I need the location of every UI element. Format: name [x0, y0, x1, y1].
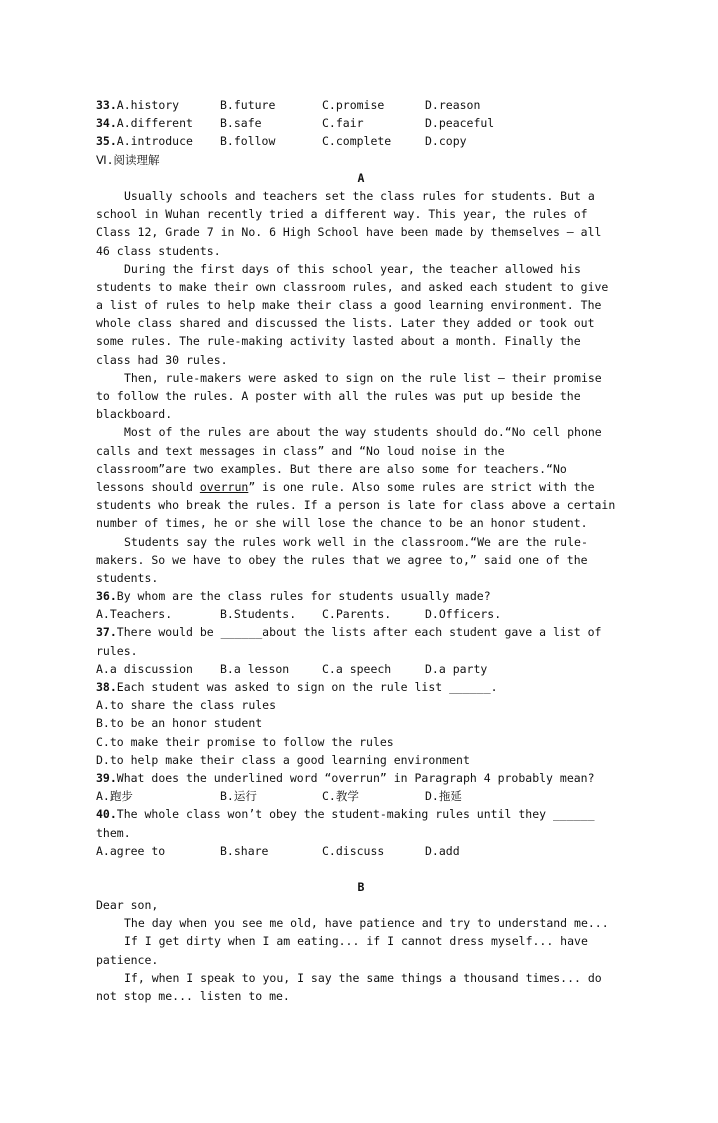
passage-a-label: A [357, 170, 365, 185]
passage-line: makers. So we have to obey the rules that we agree to,” said one of the [96, 552, 588, 567]
passage-line: If, when I speak to you, I say the same things a thousand times... do [124, 970, 602, 985]
option-a: A.Teachers. [96, 607, 173, 622]
options-row-40 [96, 842, 626, 860]
option-a: A.different [116, 116, 193, 131]
question-number: 36. [96, 589, 117, 604]
question-number: 39. [96, 770, 117, 785]
option-c: C.complete [322, 134, 392, 149]
passage-line: blackboard. [96, 407, 173, 422]
question-number: 40. [96, 807, 117, 822]
passage-line: Class 12, Grade 7 in No. 6 High School have been made by themselves — all [96, 225, 602, 240]
question-36 [96, 587, 626, 605]
question-text-cont: rules. [96, 643, 138, 658]
section-title: Ⅵ.阅读理解 [96, 152, 160, 167]
passage-line: Then, rule-makers were asked to sign on the rule list — their promise [124, 370, 602, 385]
question-39 [96, 769, 626, 787]
question-text: There would be ______about the lists after each student gave a list of [116, 625, 602, 640]
option-d: D.add [425, 843, 460, 858]
question-40 [96, 805, 626, 823]
passage-text: lessons should [96, 479, 200, 494]
document-body [96, 96, 626, 1005]
passage-line: Most of the rules are about the way students should do.“No cell phone [124, 425, 602, 440]
passage-line: students. [96, 570, 159, 585]
option-a: A.history [116, 98, 180, 112]
passage-line: Students say the rules work well in the classroom.“We are the rule- [124, 534, 588, 549]
option-b: B.follow [220, 134, 276, 149]
option-c: C.a speech [322, 661, 392, 676]
option-c: C.discuss [322, 843, 385, 858]
option-b: B.运行 [220, 789, 257, 804]
passage-line: students who break the rules. If a person is late for class above a certain [96, 498, 616, 513]
option-b: B.share [220, 843, 269, 858]
option-d: D.reason [425, 98, 481, 112]
passage-line: If I get dirty when I am eating... if I cannot dress myself... have [124, 934, 588, 949]
passage-line: not stop me... listen to me. [96, 989, 290, 1003]
question-text: What does the underlined word “overrun” in Paragraph 4 probably mean? [116, 770, 595, 785]
passage-b-label: B [357, 879, 365, 894]
option-c: C.fair [322, 116, 364, 131]
passage-line: school in Wuhan recently tried a different way. This year, the rules of [96, 207, 588, 222]
passage-line-overrun [96, 478, 626, 496]
passage-line: 46 class students. [96, 243, 221, 258]
options-row-36 [96, 605, 626, 623]
options-row-35 [96, 132, 626, 150]
option-d: D.copy [425, 134, 467, 149]
section-gap [96, 860, 626, 878]
question-text: By whom are the class rules for students usually made? [116, 589, 491, 604]
option-b: B.safe [220, 116, 262, 131]
option-c: C.教学 [322, 789, 359, 804]
options-row-34 [96, 114, 626, 132]
option-d: D.peaceful [425, 116, 495, 131]
passage-line: whole class shared and discussed the lists. Later they added or took out [96, 316, 595, 331]
question-number: 37. [96, 625, 117, 640]
passage-line: some rules. The rule-making activity lasted about a month. Finally the [96, 334, 581, 349]
question-38 [96, 678, 626, 696]
option-a: A.introduce [116, 134, 193, 149]
options-row-33 [96, 96, 626, 114]
option-a: A.a discussion [96, 661, 193, 676]
passage-line: calls and text messages in class” and “No loud noise in the [96, 443, 505, 458]
option-a: A.to share the class rules [96, 698, 277, 713]
option-c: C.to make their promise to follow the rules [96, 734, 394, 749]
option-a: A.agree to [96, 843, 166, 858]
passage-line: During the first days of this school year, the teacher allowed his [124, 261, 581, 276]
options-row-39 [96, 787, 626, 805]
question-text: Each student was asked to sign on the rule list ______. [116, 680, 498, 694]
passage-line: The day when you see me old, have patience and try to understand me... [124, 916, 609, 931]
letter-greeting: Dear son, [96, 898, 159, 913]
option-b: B.a lesson [220, 661, 290, 676]
option-a: A.跑步 [96, 789, 133, 804]
question-37 [96, 623, 626, 641]
passage-line: Usually schools and teachers set the class rules for students. But a [124, 188, 595, 203]
question-number: 33. [96, 98, 117, 112]
option-c: C.Parents. [322, 607, 392, 622]
passage-line: classroom”are two examples. But there are also some for teachers.“No [96, 461, 567, 476]
passage-line: students to make their own classroom rules, and asked each student to give [96, 279, 609, 294]
passage-line: patience. [96, 952, 159, 967]
underlined-word: overrun [199, 479, 249, 494]
option-b: B.future [220, 98, 276, 112]
question-number: 38. [96, 680, 117, 694]
passage-line: number of times, he or she will lose the chance to be an honor student. [96, 516, 588, 531]
option-d: D.to help make their class a good learning environment [96, 752, 470, 767]
option-b: B.to be an honor student [96, 716, 263, 731]
passage-line: a list of rules to help make their class a good learning environment. The [96, 298, 602, 313]
question-text: The whole class won’t obey the student-making rules until they ______ [116, 807, 595, 822]
option-c: C.promise [322, 98, 385, 112]
option-d: D.a party [425, 661, 488, 676]
question-number: 35. [96, 134, 117, 149]
passage-line: to follow the rules. A poster with all the rules was put up beside the [96, 389, 581, 403]
passage-text: ” is one rule. Also some rules are strict with the [248, 479, 595, 494]
question-number: 34. [96, 116, 117, 131]
option-d: D.Officers. [425, 607, 502, 622]
option-d: D.拖延 [425, 789, 462, 804]
options-row-37 [96, 660, 626, 678]
option-b: B.Students. [220, 607, 297, 622]
passage-line: class had 30 rules. [96, 352, 228, 367]
question-text-cont: them. [96, 825, 131, 840]
